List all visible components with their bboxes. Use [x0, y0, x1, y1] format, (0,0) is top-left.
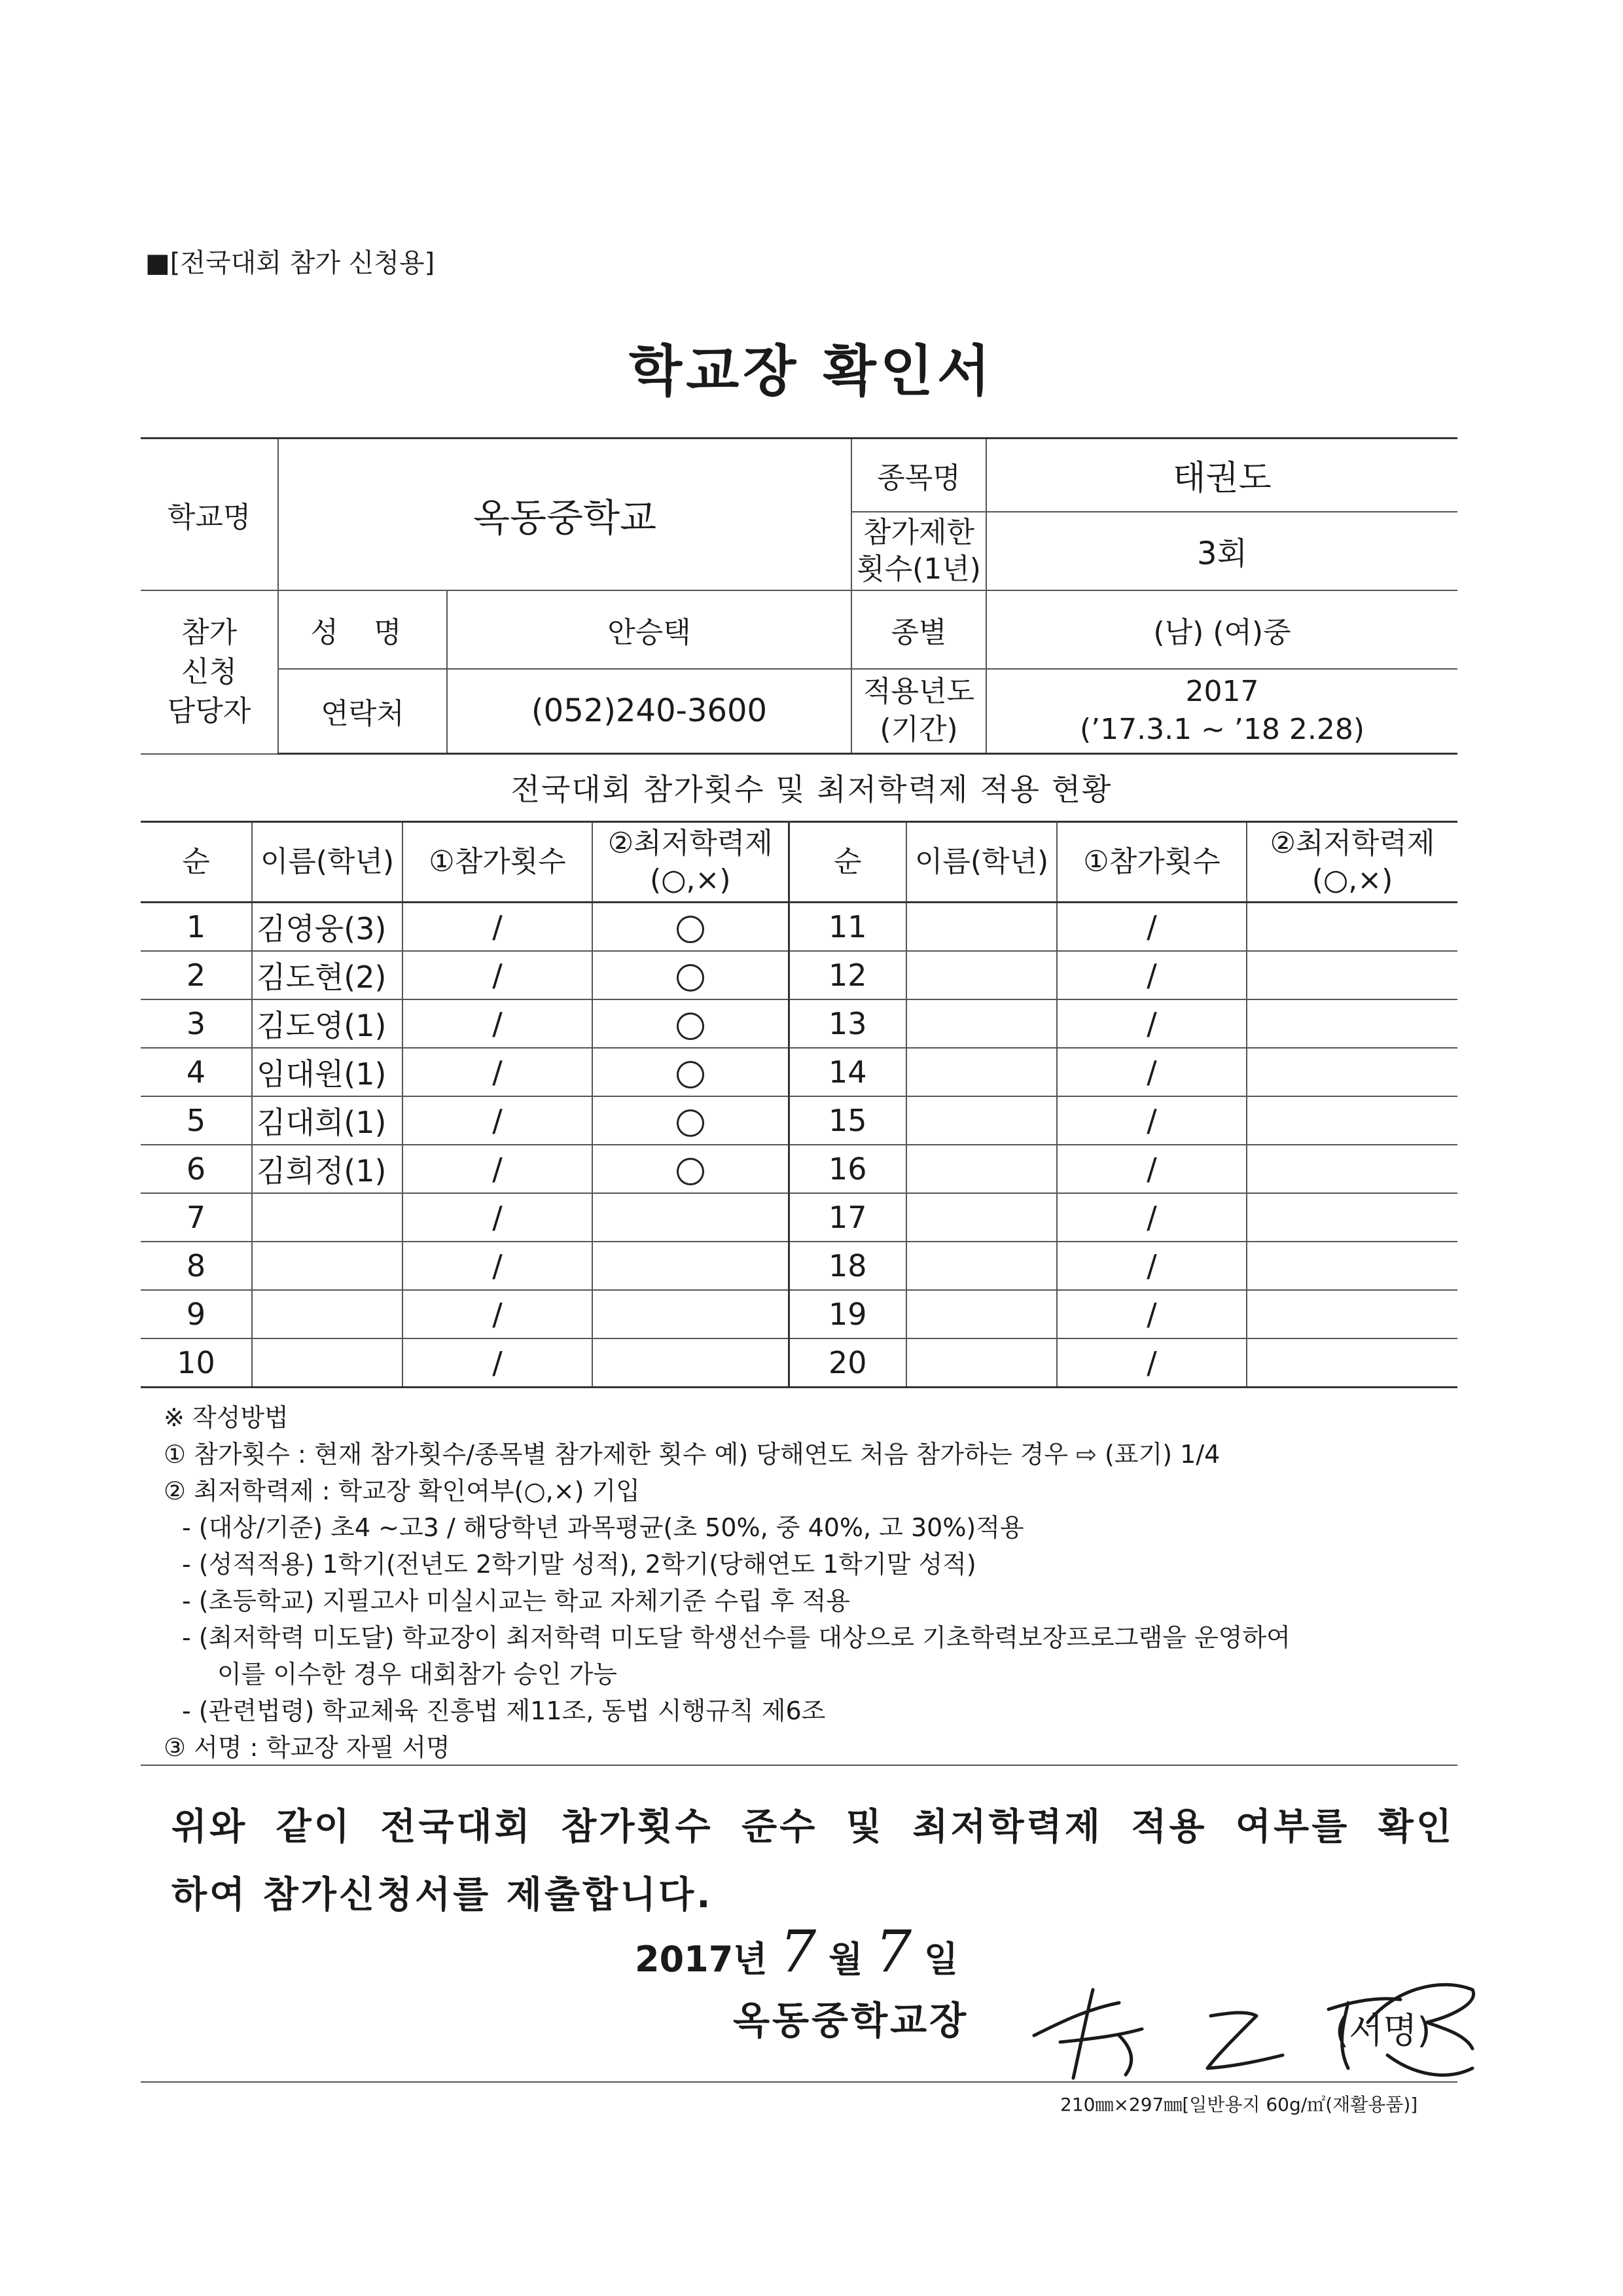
- participation-count: /: [402, 951, 592, 999]
- student-name: [252, 1242, 402, 1290]
- row-number: 10: [141, 1338, 252, 1388]
- footer-divider: [141, 2081, 1457, 2083]
- min-standard-mark: [592, 1193, 789, 1242]
- student-name: [906, 951, 1057, 999]
- participation-count: /: [1057, 951, 1247, 999]
- contact-value: (052)240-3600: [447, 669, 851, 754]
- row-number: 12: [789, 951, 906, 999]
- min-standard-mark: [592, 1048, 789, 1096]
- name-label: 성 명: [278, 590, 447, 669]
- table-row: [141, 1096, 1457, 1145]
- info-table: [141, 437, 1457, 755]
- limit-label-line-2: 횟수(1년): [857, 552, 981, 586]
- student-name: [906, 1096, 1057, 1145]
- header-min-standard-2: [1247, 822, 1457, 903]
- min-standard-mark: [1247, 1338, 1457, 1388]
- table-row: [141, 951, 1457, 999]
- status-table: [141, 821, 1457, 1388]
- circle-mark-icon: [677, 916, 704, 943]
- header-min-standard-line-2: (○,×): [649, 863, 731, 897]
- note-item: ③ 서명 : 학교장 자필 서명: [164, 1733, 450, 1762]
- student-name: 김대희(1): [252, 1096, 402, 1145]
- signature-seal-label: (서명): [1335, 2010, 1431, 2051]
- date-month-handwritten: 7: [779, 1918, 817, 1985]
- participation-count: /: [402, 1193, 592, 1242]
- student-name: 김영웅(3): [252, 903, 402, 952]
- participation-count: /: [1057, 1145, 1247, 1193]
- participation-count: /: [402, 903, 592, 952]
- min-standard-mark: [592, 903, 789, 952]
- applicant-label: [141, 590, 278, 754]
- student-name: [252, 1290, 402, 1338]
- table-row: [141, 1048, 1457, 1096]
- circle-mark-icon: [677, 1013, 704, 1040]
- participation-count: /: [402, 1048, 592, 1096]
- name-value: 안승택: [447, 590, 851, 669]
- note-heading: ※ 작성방법: [164, 1403, 289, 1432]
- date-day-unit: 일: [923, 1939, 959, 1980]
- participation-count: /: [1057, 1338, 1247, 1388]
- header-name-2: 이름(학년): [906, 822, 1057, 903]
- min-standard-mark: [1247, 1290, 1457, 1338]
- min-standard-mark: [592, 1242, 789, 1290]
- limit-label: [851, 512, 986, 590]
- form-type-tag: ■[전국대회 참가 신청용]: [145, 248, 435, 278]
- min-standard-mark: [592, 1096, 789, 1145]
- note-subitem-continued: 이를 이수한 경우 대회참가 승인 가능: [217, 1660, 618, 1689]
- school-label: 학교명: [141, 439, 278, 590]
- year-value-line-2: (’17.3.1 ~ ’18 2.28): [1079, 713, 1365, 747]
- header-no: 순: [141, 822, 252, 903]
- document-title: 학교장 확인서: [628, 339, 995, 403]
- student-name: 임대원(1): [252, 1048, 402, 1096]
- header-min-standard-2-line-2: (○,×): [1311, 863, 1393, 897]
- note-subitem: - (관련법령) 학교체육 진흥법 제11조, 동법 시행규칙 제6조: [182, 1696, 826, 1725]
- row-number: 7: [141, 1193, 252, 1242]
- table-row: [141, 1145, 1457, 1193]
- participation-count: /: [402, 1290, 592, 1338]
- student-name: [906, 1193, 1057, 1242]
- header-min-standard-2-line-1: ②최저학력제: [1270, 827, 1435, 860]
- limit-value: 3회: [986, 512, 1457, 590]
- row-number: 11: [789, 903, 906, 952]
- sport-label: 종목명: [851, 439, 986, 512]
- row-number: 2: [141, 951, 252, 999]
- note-subitem: - (대상/기준) 초4 ~고3 / 해당학년 과목평균(초 50%, 중 40%, 고 30%)적용: [182, 1513, 1024, 1542]
- year-label-line-1: 적용년도: [863, 675, 975, 709]
- student-name: 김희정(1): [252, 1145, 402, 1193]
- row-number: 3: [141, 999, 252, 1048]
- note-subitem: - (성적적용) 1학기(전년도 2학기말 성적), 2학기(당해연도 1학기말 성적): [182, 1550, 976, 1579]
- applicant-label-line-3: 담당자: [167, 694, 251, 728]
- min-standard-mark: [1247, 1242, 1457, 1290]
- participation-count: /: [1057, 999, 1247, 1048]
- school-name: 옥동중학교: [278, 439, 851, 590]
- header-no-2: 순: [789, 822, 906, 903]
- min-standard-mark: [1247, 903, 1457, 952]
- row-number: 4: [141, 1048, 252, 1096]
- paper-spec-footer: 210㎜×297㎜[일반용지 60g/㎡(재활용품)]: [1060, 2094, 1418, 2115]
- participation-count: /: [402, 1338, 592, 1388]
- row-number: 15: [789, 1096, 906, 1145]
- row-number: 8: [141, 1242, 252, 1290]
- circle-mark-icon: [677, 1061, 704, 1088]
- contact-label: 연락처: [278, 669, 447, 754]
- student-name: 김도현(2): [252, 951, 402, 999]
- student-name: [906, 1290, 1057, 1338]
- participation-count: /: [1057, 903, 1247, 952]
- min-standard-mark: [592, 1338, 789, 1388]
- min-standard-mark: [592, 1290, 789, 1338]
- row-number: 1: [141, 903, 252, 952]
- student-name: [906, 1338, 1057, 1388]
- min-standard-mark: [1247, 1193, 1457, 1242]
- gender-value: (남) (여)중: [986, 590, 1457, 669]
- signer-title: 옥동중학교장: [733, 1998, 969, 2043]
- participation-count: /: [402, 1242, 592, 1290]
- min-standard-mark: [1247, 999, 1457, 1048]
- row-number: 16: [789, 1145, 906, 1193]
- date-month-unit: 월: [829, 1939, 863, 1980]
- limit-label-line-1: 참가제한: [863, 515, 975, 549]
- row-number: 9: [141, 1290, 252, 1338]
- year-label-line-2: (기간): [880, 713, 958, 747]
- student-name: [906, 1048, 1057, 1096]
- year-value-line-1: 2017: [1185, 675, 1259, 709]
- header-min-standard: [592, 822, 789, 903]
- applicant-label-line-2: 신청: [181, 655, 237, 689]
- declaration: [171, 1793, 1454, 1929]
- row-number: 13: [789, 999, 906, 1048]
- min-standard-mark: [1247, 1145, 1457, 1193]
- min-standard-mark: [1247, 1048, 1457, 1096]
- table-row: [141, 1338, 1457, 1388]
- student-name: [252, 1193, 402, 1242]
- min-standard-mark: [592, 1145, 789, 1193]
- signature-date: [635, 1918, 958, 1985]
- circle-mark-icon: [677, 964, 704, 992]
- date-day-handwritten: 7: [875, 1918, 912, 1985]
- year-label: [851, 669, 986, 754]
- student-name: [906, 999, 1057, 1048]
- participation-count: /: [1057, 1290, 1247, 1338]
- note-subitem: - (최저학력 미도달) 학교장이 최저학력 미도달 학생선수를 대상으로 기초학력보장프로그램을 운영하여: [182, 1623, 1291, 1652]
- header-name: 이름(학년): [252, 822, 402, 903]
- row-number: 17: [789, 1193, 906, 1242]
- row-number: 5: [141, 1096, 252, 1145]
- participation-count: /: [1057, 1242, 1247, 1290]
- min-standard-mark: [1247, 951, 1457, 999]
- note-subitem: - (초등학교) 지필고사 미실시교는 학교 자체기준 수립 후 적용: [182, 1587, 850, 1615]
- student-name: [252, 1338, 402, 1388]
- date-year: 2017년: [635, 1939, 768, 1980]
- min-standard-mark: [592, 999, 789, 1048]
- table-row: [141, 1193, 1457, 1242]
- participation-count: /: [1057, 1193, 1247, 1242]
- year-value: [986, 669, 1457, 754]
- section-divider: [141, 1765, 1457, 1766]
- gender-label: 종별: [851, 590, 986, 669]
- table-row: [141, 1290, 1457, 1338]
- circle-mark-icon: [677, 1109, 704, 1137]
- row-number: 14: [789, 1048, 906, 1096]
- sport-value: 태권도: [986, 439, 1457, 512]
- applicant-label-line-1: 참가: [181, 615, 237, 649]
- note-item: ① 참가횟수 : 현재 참가횟수/종목별 참가제한 횟수 예) 당해연도 처음 참가하는 경우 ⇨ (표기) 1/4: [164, 1440, 1221, 1469]
- row-number: 18: [789, 1242, 906, 1290]
- table-row: [141, 903, 1457, 952]
- table-row: [141, 999, 1457, 1048]
- table-row: [141, 1242, 1457, 1290]
- participation-count: /: [402, 1145, 592, 1193]
- participation-count: /: [402, 1096, 592, 1145]
- student-name: [906, 1242, 1057, 1290]
- header-count-2: ①참가횟수: [1057, 822, 1247, 903]
- circle-mark-icon: [677, 1158, 704, 1185]
- participation-count: /: [402, 999, 592, 1048]
- student-name: 김도영(1): [252, 999, 402, 1048]
- instructions: [164, 1399, 1459, 1766]
- declaration-line-1: 위와 같이 전국대회 참가횟수 준수 및 최저학력제 적용 여부를 확인: [171, 1806, 1454, 1848]
- status-subtitle: 전국대회 참가횟수 및 최저학력제 적용 현황: [510, 772, 1113, 807]
- note-item: ② 최저학력제 : 학교장 확인여부(○,×) 기입: [164, 1477, 640, 1505]
- row-number: 6: [141, 1145, 252, 1193]
- header-min-standard-line-1: ②최저학력제: [607, 827, 773, 860]
- row-number: 20: [789, 1338, 906, 1388]
- min-standard-mark: [592, 951, 789, 999]
- declaration-line-2: 하여 참가신청서를 제출합니다.: [171, 1874, 713, 1916]
- participation-count: /: [1057, 1048, 1247, 1096]
- student-name: [906, 1145, 1057, 1193]
- student-name: [906, 903, 1057, 952]
- participation-count: /: [1057, 1096, 1247, 1145]
- min-standard-mark: [1247, 1096, 1457, 1145]
- header-count: ①참가횟수: [402, 822, 592, 903]
- row-number: 19: [789, 1290, 906, 1338]
